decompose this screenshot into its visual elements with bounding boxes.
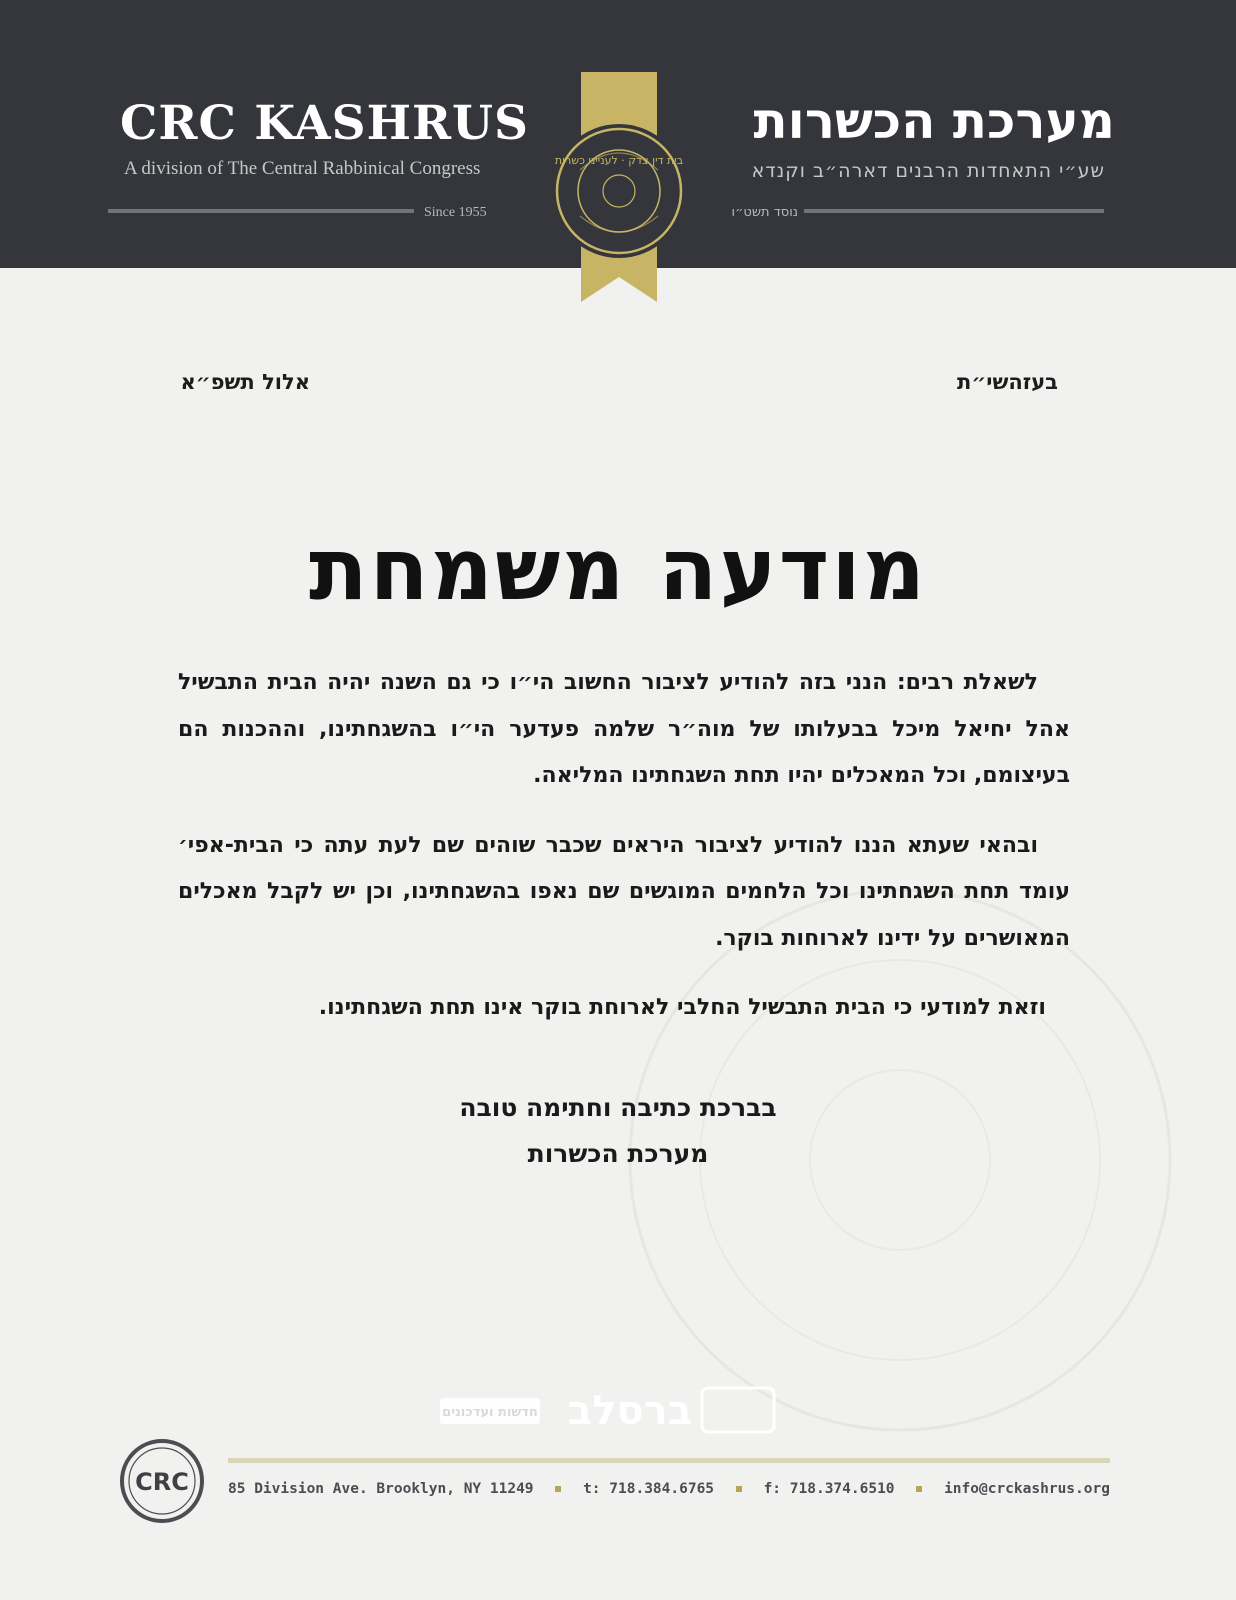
closing-blessing: בברכת כתיבה וחתימה טובה	[459, 1093, 777, 1122]
paragraph-3: וזאת למודעי כי הבית התבשיל החלבי לארוחת בוקר אינו תחת השגחתינו.	[318, 995, 1046, 1020]
site-watermark-tag: חדשות ועדכונים	[442, 1405, 538, 1420]
footer-fax	[764, 1481, 895, 1497]
phone-label: t:	[583, 1481, 601, 1497]
bullet-square-icon	[555, 1486, 561, 1492]
notice-body	[178, 660, 1070, 1055]
he-org-title: מערכת הכשרות	[753, 92, 1115, 150]
footer-contact	[228, 1478, 1110, 1500]
letter-opening: בעזהשי״ת	[957, 370, 1058, 394]
footer-phone	[583, 1481, 714, 1497]
fax-number: 718.374.6510	[789, 1481, 895, 1497]
en-org-title: CRC KASHRUS	[120, 96, 529, 151]
header-rule-right	[804, 209, 1104, 213]
site-watermark-brand: ברסלב	[567, 1388, 693, 1434]
site-watermark-logo	[440, 1378, 780, 1448]
crc-logo-icon	[118, 1437, 206, 1525]
footer-email[interactable]: info@crckashrus.org	[944, 1481, 1110, 1497]
en-org-subtitle: A division of The Central Rabbinical Congress	[124, 158, 481, 179]
phone-number[interactable]: 718.384.6765	[609, 1481, 715, 1497]
fax-label: f:	[763, 1481, 782, 1497]
paragraph-1: לשאלת רבים: הנני בזה להודיע לציבור החשוב הי״ו כי גם השנה יהיה הבית התבשיל אהל יחיאל מיכל בבעלותו של מוה״ר שלמה פעדער הי״ו בהשגחתינו, וההכנות הם בעיצומם, וכל המאכלים יהיו תחת השגחתינו המליאה.	[178, 670, 1070, 788]
header-rule-left	[108, 209, 414, 213]
closing-signature: מערכת הכשרות	[527, 1139, 709, 1168]
notice-title: מודעה משמחת	[308, 520, 928, 620]
footer-address: 85 Division Ave. Brooklyn, NY 11249	[228, 1481, 534, 1497]
en-since: Since 1955	[424, 205, 487, 220]
letter-date: אלול תשפ״א	[180, 370, 310, 394]
footer-rule	[228, 1458, 1110, 1463]
bullet-square-icon	[916, 1486, 922, 1492]
paragraph-2: ובהאי שעתא הננו להודיע לציבור היראים שכבר שוהים שם לעת עתה כי הבית-אפי׳ עומד תחת השגחתינו וכל הלחמים המוגשים שם נאפו בהשגחתינו, וכן יש לקבל מאכלים המאושרים על ידינו לארוחות בוקר.	[178, 832, 1070, 951]
bullet-square-icon	[736, 1486, 742, 1492]
beth-din-seal-icon	[550, 122, 688, 260]
he-since: נוסד תשט״ו	[731, 205, 798, 220]
seal-text: בית דין צדק · לענייני כשרות	[554, 154, 684, 167]
closing-block	[380, 1085, 856, 1177]
crc-logo-text: CRC	[135, 1468, 189, 1496]
he-org-subtitle: שע״י התאחדות הרבנים דארה״ב וקנדא	[751, 160, 1105, 182]
